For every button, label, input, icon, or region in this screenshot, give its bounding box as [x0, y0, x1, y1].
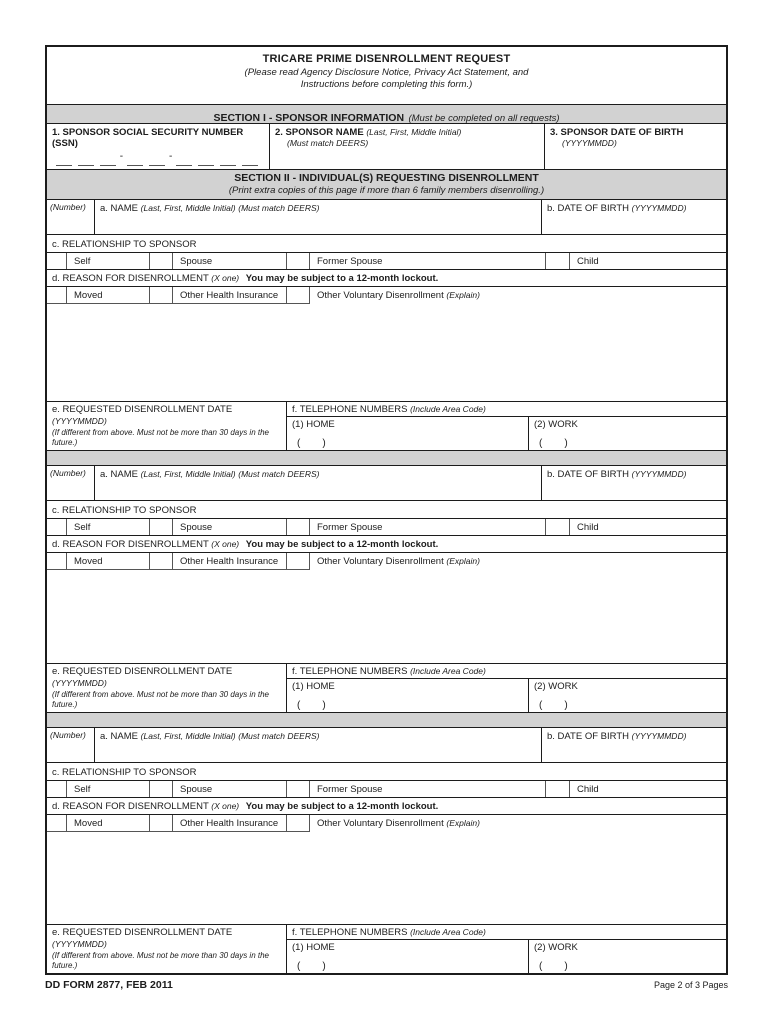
sponsor-ssn-input[interactable] — [53, 151, 261, 166]
sponsor-dob-label: 3. SPONSOR DATE OF BIRTH — [550, 127, 684, 138]
sponsor-info-row — [47, 124, 726, 170]
disenrollment-form — [45, 45, 728, 975]
relationship-former-spouse-checkbox[interactable] — [287, 253, 310, 269]
telephone-label: f. TELEPHONE NUMBERS — [292, 404, 408, 416]
requested-date-field[interactable] — [47, 925, 287, 973]
member-name-note1: (Last, First, Middle Initial) — [140, 469, 236, 479]
requested-date-instruction: (If different from above. Must not be more than 30 days in the future.) — [52, 690, 270, 709]
sponsor-name-note2: (Must match DEERS) — [287, 138, 369, 149]
sponsor-ssn-field[interactable] — [47, 124, 270, 169]
reason-voluntary-text: Other Voluntary Disenrollment — [317, 818, 444, 829]
member-name-field[interactable] — [95, 466, 542, 500]
reason-moved-checkbox[interactable] — [47, 553, 67, 570]
reason-voluntary-label — [310, 553, 726, 570]
relationship-child-checkbox[interactable] — [546, 781, 570, 797]
relationship-self-label: Self — [67, 519, 150, 535]
relationship-child-checkbox[interactable] — [546, 519, 570, 535]
relationship-self-label: Self — [67, 253, 150, 269]
sponsor-ssn-label: 1. SPONSOR SOCIAL SECURITY NUMBER (SSN) — [52, 127, 244, 150]
ssn-blank — [56, 157, 72, 166]
reason-options-row — [47, 553, 726, 570]
ssn-blank — [242, 157, 258, 166]
relationship-child-label: Child — [577, 522, 599, 533]
home-phone-field[interactable] — [287, 940, 529, 973]
sponsor-dob-note: (YYYYMMDD) — [562, 138, 617, 149]
reason-other-insurance-checkbox[interactable] — [150, 815, 173, 832]
member-name-row — [47, 466, 726, 501]
member-name-note1: (Last, First, Middle Initial) — [140, 731, 236, 741]
section1-title: SECTION I - SPONSOR INFORMATION — [213, 112, 405, 124]
telephone-cells — [287, 679, 726, 712]
form-subtitle-line2: Instructions before completing this form.) — [300, 79, 473, 91]
reason-warning: You may be subject to a 12-month lockout. — [245, 801, 439, 812]
form-title: TRICARE PRIME DISENROLLMENT REQUEST — [262, 53, 511, 65]
reason-explain-area[interactable] — [47, 832, 726, 925]
reason-section-label — [47, 798, 726, 815]
member-name-note2: (Must match DEERS) — [238, 731, 320, 741]
member-name-field[interactable] — [95, 728, 542, 762]
member-name-row — [47, 728, 726, 763]
work-phone-label: (2) WORK — [534, 419, 578, 431]
member-block-2 — [47, 466, 726, 712]
ssn-blank — [198, 157, 214, 166]
section2-title: SECTION II - INDIVIDUAL(S) REQUESTING DISENROLLMENT — [234, 172, 539, 184]
reason-voluntary-label — [310, 815, 726, 832]
relationship-section-label: c. RELATIONSHIP TO SPONSOR — [47, 763, 726, 781]
reason-note: (X one) — [211, 801, 240, 811]
reason-other-insurance-checkbox[interactable] — [150, 287, 173, 304]
date-phone-row — [47, 925, 726, 973]
section2-note: (Print extra copies of this page if more than 6 family members disenrolling.) — [228, 185, 545, 197]
home-phone-field[interactable] — [287, 417, 529, 450]
sponsor-name-note1: (Last, First, Middle Initial) — [366, 127, 462, 137]
member-dob-note: (YYYYMMDD) — [631, 203, 687, 213]
reason-other-insurance-label: Other Health Insurance — [173, 287, 287, 304]
relationship-spouse-checkbox[interactable] — [150, 519, 173, 535]
reason-explain-area[interactable] — [47, 304, 726, 402]
home-phone-area-code: ( ) — [297, 961, 326, 972]
requested-date-field[interactable] — [47, 402, 287, 450]
reason-voluntary-note: (Explain) — [446, 290, 480, 300]
section1-header-bar — [47, 105, 726, 124]
requested-date-field[interactable] — [47, 664, 287, 712]
member-dob-field[interactable] — [542, 200, 726, 234]
work-phone-area-code: ( ) — [539, 438, 568, 449]
relationship-options-row — [47, 519, 726, 536]
ssn-blank — [78, 157, 94, 166]
relationship-self-checkbox[interactable] — [47, 781, 67, 797]
member-number-note: (Number) — [50, 730, 86, 740]
reason-section-label — [47, 270, 726, 287]
date-phone-row — [47, 664, 726, 712]
relationship-former-spouse-checkbox[interactable] — [287, 519, 310, 535]
form-subtitle-line1: (Please read Agency Disclosure Notice, Privacy Act Statement, and — [244, 67, 529, 78]
requested-date-instruction: (If different from above. Must not be more than 30 days in the future.) — [52, 428, 270, 447]
relationship-spouse-checkbox[interactable] — [150, 781, 173, 797]
work-phone-label: (2) WORK — [534, 681, 578, 693]
home-phone-label: (1) HOME — [292, 942, 335, 954]
member-name-label: a. NAME — [100, 731, 139, 742]
telephone-label: f. TELEPHONE NUMBERS — [292, 927, 408, 939]
member-dob-label: b. DATE OF BIRTH — [547, 203, 629, 214]
form-number: DD FORM 2877, FEB 2011 — [45, 979, 173, 991]
relationship-self-checkbox[interactable] — [47, 253, 67, 269]
relationship-spouse-checkbox[interactable] — [150, 253, 173, 269]
sponsor-name-label: 2. SPONSOR NAME — [275, 127, 364, 138]
block-separator — [47, 450, 726, 466]
reason-moved-label: Moved — [67, 553, 150, 570]
telephone-note: (Include Area Code) — [410, 927, 486, 938]
requested-date-instruction: (If different from above. Must not be more than 30 days in the future.) — [52, 951, 270, 970]
requested-date-note: (YYYYMMDD) — [52, 677, 107, 688]
relationship-spouse-label: Spouse — [173, 781, 287, 797]
member-name-label: a. NAME — [100, 203, 139, 214]
requested-date-label: e. REQUESTED DISENROLLMENT DATE — [52, 404, 233, 416]
telephone-label: f. TELEPHONE NUMBERS — [292, 666, 408, 678]
page-footer — [45, 979, 728, 991]
reason-voluntary-note: (Explain) — [446, 556, 480, 566]
work-phone-area-code: ( ) — [539, 961, 568, 972]
home-phone-area-code: ( ) — [297, 438, 326, 449]
relationship-options-row — [47, 781, 726, 798]
member-name-note2: (Must match DEERS) — [238, 469, 320, 479]
reason-voluntary-checkbox[interactable] — [287, 553, 310, 570]
reason-note: (X one) — [211, 273, 240, 283]
reason-warning: You may be subject to a 12-month lockout. — [245, 273, 439, 284]
work-phone-label: (2) WORK — [534, 942, 578, 954]
ssn-blank — [149, 157, 165, 166]
member-name-label: a. NAME — [100, 469, 139, 480]
member-name-note1: (Last, First, Middle Initial) — [140, 203, 236, 213]
ssn-blank — [176, 157, 192, 166]
reason-explain-area[interactable] — [47, 570, 726, 664]
telephone-section — [287, 925, 726, 973]
ssn-blank — [100, 157, 116, 166]
reason-voluntary-checkbox[interactable] — [287, 287, 310, 304]
relationship-former-spouse-label: Former Spouse — [310, 519, 546, 535]
reason-voluntary-text: Other Voluntary Disenrollment — [317, 290, 444, 301]
requested-date-note: (YYYYMMDD) — [52, 938, 107, 949]
reason-moved-checkbox[interactable] — [47, 287, 67, 304]
relationship-section-label: c. RELATIONSHIP TO SPONSOR — [47, 235, 726, 253]
requested-date-label: e. REQUESTED DISENROLLMENT DATE — [52, 927, 233, 939]
reason-other-insurance-checkbox[interactable] — [150, 553, 173, 570]
relationship-child-checkbox[interactable] — [546, 253, 570, 269]
member-name-row — [47, 200, 726, 235]
sponsor-name-field[interactable] — [270, 124, 545, 169]
requested-date-label: e. REQUESTED DISENROLLMENT DATE — [52, 666, 233, 678]
relationship-spouse-label: Spouse — [173, 519, 287, 535]
block-separator — [47, 712, 726, 728]
telephone-cells — [287, 940, 726, 973]
reason-moved-label: Moved — [67, 815, 150, 832]
ssn-hyphen: - — [168, 151, 173, 162]
date-phone-row — [47, 402, 726, 450]
reason-moved-checkbox[interactable] — [47, 815, 67, 832]
reason-section-label — [47, 536, 726, 553]
reason-voluntary-checkbox[interactable] — [287, 815, 310, 832]
relationship-child-label: Child — [577, 784, 599, 795]
work-phone-area-code: ( ) — [539, 700, 568, 711]
telephone-section — [287, 402, 726, 450]
home-phone-label: (1) HOME — [292, 681, 335, 693]
reason-voluntary-text: Other Voluntary Disenrollment — [317, 556, 444, 567]
telephone-section — [287, 664, 726, 712]
reason-warning: You may be subject to a 12-month lockout. — [245, 539, 439, 550]
reason-other-insurance-label: Other Health Insurance — [173, 553, 287, 570]
telephone-note: (Include Area Code) — [410, 404, 486, 415]
work-phone-field[interactable] — [529, 940, 726, 973]
form-header — [47, 47, 726, 105]
member-number-note: (Number) — [50, 468, 86, 478]
relationship-self-label: Self — [67, 781, 150, 797]
page-indicator: Page 2 of 3 Pages — [653, 980, 728, 990]
relationship-child-label: Child — [577, 256, 599, 267]
home-phone-area-code: ( ) — [297, 700, 326, 711]
member-block-1 — [47, 200, 726, 450]
ssn-blank — [127, 157, 143, 166]
member-dob-field[interactable] — [542, 466, 726, 500]
member-number-field[interactable] — [47, 466, 95, 500]
home-phone-field[interactable] — [287, 679, 529, 712]
reason-label: d. REASON FOR DISENROLLMENT — [52, 273, 209, 284]
reason-label: d. REASON FOR DISENROLLMENT — [52, 801, 209, 812]
relationship-former-spouse-label: Former Spouse — [310, 253, 546, 269]
work-phone-field[interactable] — [529, 679, 726, 712]
member-number-field[interactable] — [47, 200, 95, 234]
reason-options-row — [47, 287, 726, 304]
reason-voluntary-note: (Explain) — [446, 818, 480, 828]
reason-moved-label: Moved — [67, 287, 150, 304]
reason-options-row — [47, 815, 726, 832]
ssn-hyphen: - — [119, 151, 124, 162]
form-subtitle — [47, 67, 726, 92]
member-dob-note: (YYYYMMDD) — [631, 469, 687, 479]
member-name-note2: (Must match DEERS) — [238, 203, 320, 213]
relationship-spouse-label: Spouse — [173, 253, 287, 269]
relationship-former-spouse-label: Former Spouse — [310, 781, 546, 797]
section2-header-bar — [47, 170, 726, 200]
home-phone-label: (1) HOME — [292, 419, 335, 431]
telephone-note: (Include Area Code) — [410, 666, 486, 677]
reason-voluntary-label — [310, 287, 726, 304]
sponsor-dob-field[interactable] — [545, 124, 726, 169]
member-number-note: (Number) — [50, 202, 86, 212]
reason-note: (X one) — [211, 539, 240, 549]
member-dob-label: b. DATE OF BIRTH — [547, 469, 629, 480]
member-block-3 — [47, 728, 726, 973]
telephone-cells — [287, 417, 726, 450]
member-dob-note: (YYYYMMDD) — [631, 731, 687, 741]
section1-note: (Must be completed on all requests) — [408, 113, 560, 124]
relationship-self-checkbox[interactable] — [47, 519, 67, 535]
relationship-former-spouse-checkbox[interactable] — [287, 781, 310, 797]
member-dob-label: b. DATE OF BIRTH — [547, 731, 629, 742]
ssn-blank — [220, 157, 236, 166]
requested-date-note: (YYYYMMDD) — [52, 415, 107, 426]
member-number-field[interactable] — [47, 728, 95, 762]
reason-other-insurance-label: Other Health Insurance — [173, 815, 287, 832]
relationship-section-label: c. RELATIONSHIP TO SPONSOR — [47, 501, 726, 519]
relationship-options-row — [47, 253, 726, 270]
reason-label: d. REASON FOR DISENROLLMENT — [52, 539, 209, 550]
work-phone-field[interactable] — [529, 417, 726, 450]
member-name-field[interactable] — [95, 200, 542, 234]
member-dob-field[interactable] — [542, 728, 726, 762]
